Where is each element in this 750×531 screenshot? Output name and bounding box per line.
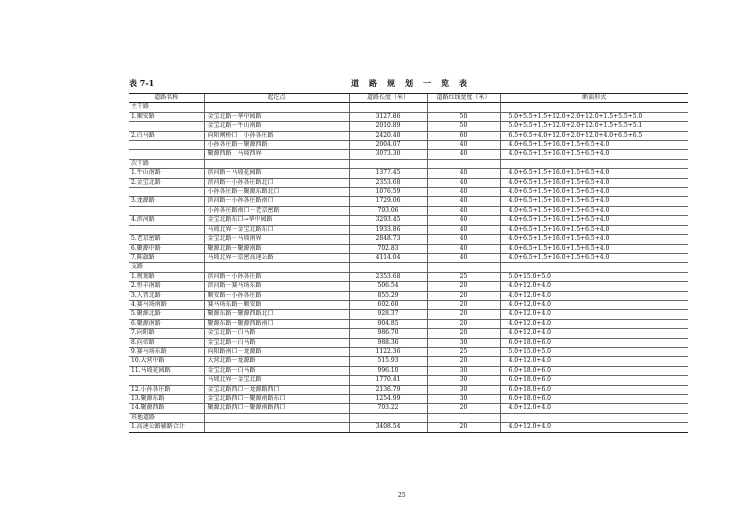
road-name-cell xyxy=(129,376,204,385)
section-form-cell: 5.0+15.0+5.0 xyxy=(500,347,688,356)
road-name-cell: 6.聚源南路 xyxy=(129,319,204,328)
section-heading: 主干路 xyxy=(129,103,204,112)
table-row xyxy=(129,197,688,206)
road-name-cell: 2.恒丰南路 xyxy=(129,282,204,291)
length-cell: 3408.54 xyxy=(349,423,427,432)
section-form-cell: 4.0+12.0+4.0 xyxy=(500,282,688,291)
table-row xyxy=(129,395,688,404)
section-form-cell: 6.0+18.0+6.0 xyxy=(500,385,688,394)
table-row xyxy=(129,291,688,300)
width-cell: 40 xyxy=(427,235,500,244)
table-row xyxy=(129,423,688,432)
table-row xyxy=(129,169,688,178)
length-cell: 1122.36 xyxy=(349,347,427,356)
length-cell: 1254.99 xyxy=(349,395,427,404)
width-cell: 30 xyxy=(427,395,500,404)
route-cell: 向阳闸桥口 小孙各庄路 xyxy=(204,131,349,140)
route-cell: 金宝北路东口→华中园路 xyxy=(204,216,349,225)
table-row xyxy=(129,216,688,225)
length-cell: 793.06 xyxy=(349,206,427,215)
section-form-cell: 4.0+12.0+4.0 xyxy=(500,404,688,413)
road-name-cell xyxy=(129,122,204,131)
section-form-cell: 6.5+6.5+4.0+12.0+2.0+12.0+4.0+6.5+6.5 xyxy=(500,131,688,140)
road-name-cell: 7.陈旗路 xyxy=(129,253,204,262)
table-row xyxy=(129,272,688,281)
road-name-cell: 2.金宝北路 xyxy=(129,178,204,187)
width-cell: 40 xyxy=(427,150,500,159)
table-row xyxy=(129,244,688,253)
empty-cell xyxy=(427,159,500,168)
width-cell: 20 xyxy=(427,357,500,366)
length-cell: 1729.06 xyxy=(349,197,427,206)
route-cell: 聚源西路 马坡西界 xyxy=(204,150,349,159)
width-cell: 30 xyxy=(427,338,500,347)
width-cell: 20 xyxy=(427,423,500,432)
table-header xyxy=(129,78,687,92)
empty-cell xyxy=(204,263,349,272)
section-form-cell: 6.0+18.0+6.0 xyxy=(500,395,688,404)
length-cell: 904.85 xyxy=(349,319,427,328)
route-cell: 金宝北路西口－龙源路西口 xyxy=(204,385,349,394)
route-cell: 聚源北路－聚源南路 xyxy=(204,244,349,253)
length-cell: 2004.07 xyxy=(349,141,427,150)
section-form-cell: 4.0+12.0+4.0 xyxy=(500,300,688,309)
width-cell: 25 xyxy=(427,347,500,356)
table-row xyxy=(129,366,688,375)
section-row xyxy=(129,103,688,112)
width-cell: 20 xyxy=(427,291,500,300)
length-cell: 702.83 xyxy=(349,244,427,253)
route-cell: 小孙各庄路－聚源西路 xyxy=(204,141,349,150)
length-cell: 1076.59 xyxy=(349,188,427,197)
length-cell: 996.10 xyxy=(349,366,427,375)
route-cell: 马坡北界－京密高速公路 xyxy=(204,253,349,262)
width-cell: 40 xyxy=(427,197,500,206)
empty-cell xyxy=(349,159,427,168)
width-cell: 60 xyxy=(427,131,500,140)
table-row xyxy=(129,357,688,366)
section-form-cell: 4.0+12.0+4.0 xyxy=(500,291,688,300)
road-name-cell xyxy=(129,150,204,159)
route-cell: 小孙各庄路南口－老京密路 xyxy=(204,206,349,215)
section-form-cell: 4.0+12.0+4.0 xyxy=(500,357,688,366)
table-header-row xyxy=(129,94,688,103)
section-row xyxy=(129,263,688,272)
column-header-section: 断面形式 xyxy=(500,94,688,103)
section-form-cell: 4.0+6.5+1.5+16.0+1.5+6.5+4.0 xyxy=(500,178,688,187)
section-form-cell: 4.0+6.5+1.5+16.0+1.5+6.5+4.0 xyxy=(500,235,688,244)
table-body xyxy=(129,103,688,432)
width-cell: 25 xyxy=(427,272,500,281)
width-cell: 20 xyxy=(427,282,500,291)
road-name-cell xyxy=(129,206,204,215)
table-row xyxy=(129,385,688,394)
length-cell: 2136.79 xyxy=(349,385,427,394)
length-cell: 928.37 xyxy=(349,310,427,319)
empty-cell xyxy=(500,263,688,272)
route-cell: 聚源北路西口－聚源南路西口 xyxy=(204,404,349,413)
empty-cell xyxy=(427,103,500,112)
width-cell: 20 xyxy=(427,319,500,328)
route-cell: 马坡北界－金宝北路东口 xyxy=(204,225,349,234)
width-cell: 40 xyxy=(427,178,500,187)
table-row xyxy=(129,300,688,309)
table-row xyxy=(129,338,688,347)
section-form-cell: 4.0+6.5+1.5+16.0+1.5+6.5+4.0 xyxy=(500,150,688,159)
length-cell: 3127.86 xyxy=(349,112,427,121)
route-cell: 马坡北界－金宝北路 xyxy=(204,376,349,385)
table-row xyxy=(129,141,688,150)
section-form-cell: 4.0+6.5+1.5+16.0+1.5+6.5+4.0 xyxy=(500,197,688,206)
route-cell: 金宝北路－白马路 xyxy=(204,338,349,347)
road-name-cell xyxy=(129,188,204,197)
table-row xyxy=(129,131,688,140)
length-cell: 1933.86 xyxy=(349,225,427,234)
section-form-cell: 4.0+6.5+1.5+16.0+1.5+6.5+4.0 xyxy=(500,225,688,234)
road-name-cell: 4.赛马场南路 xyxy=(129,300,204,309)
length-cell: 4114.04 xyxy=(349,253,427,262)
empty-cell xyxy=(500,159,688,168)
table-row xyxy=(129,347,688,356)
empty-cell xyxy=(349,103,427,112)
width-cell: 20 xyxy=(427,310,500,319)
width-cell: 30 xyxy=(427,376,500,385)
route-cell: 大营北路－龙源路 xyxy=(204,357,349,366)
length-cell: 602.60 xyxy=(349,300,427,309)
section-form-cell: 4.0+12.0+4.0 xyxy=(500,329,688,338)
route-cell: 金宝北路－白马路 xyxy=(204,329,349,338)
column-header-length: 道路长度（米） xyxy=(349,94,427,103)
width-cell: 20 xyxy=(427,404,500,413)
document-title: 道路规划一览表 xyxy=(351,78,477,88)
road-name-cell: 1.高速公路辅路合计 xyxy=(129,423,204,432)
section-form-cell: 4.0+6.5+1.5+16.0+1.5+6.5+4.0 xyxy=(500,216,688,225)
road-name-cell: 3.龙源路 xyxy=(129,197,204,206)
width-cell: 40 xyxy=(427,188,500,197)
width-cell: 50 xyxy=(427,122,500,131)
table-row xyxy=(129,376,688,385)
length-cell: 515.93 xyxy=(349,357,427,366)
empty-cell xyxy=(500,413,688,422)
table-row xyxy=(129,112,688,121)
route-cell: 滨河路－赛马场东路 xyxy=(204,282,349,291)
empty-cell xyxy=(349,413,427,422)
empty-cell xyxy=(349,263,427,272)
width-cell: 40 xyxy=(427,225,500,234)
column-header-width: 道路红线宽度（米） xyxy=(427,94,500,103)
section-row xyxy=(129,159,688,168)
table-label: 表 7-1 xyxy=(129,78,155,88)
section-form-cell: 4.0+12.0+4.0 xyxy=(500,310,688,319)
route-cell: 顺安路－小孙各庄路 xyxy=(204,291,349,300)
route-cell: 向阳路南口－龙源路 xyxy=(204,347,349,356)
length-cell: 2420.48 xyxy=(349,131,427,140)
route-cell: 金宝北路－白马路 xyxy=(204,366,349,375)
length-cell: 986.70 xyxy=(349,329,427,338)
width-cell: 30 xyxy=(427,366,500,375)
length-cell: 3073.30 xyxy=(349,150,427,159)
table-row xyxy=(129,404,688,413)
road-name-cell: 1.规划路 xyxy=(129,272,204,281)
table-row xyxy=(129,282,688,291)
route-cell: 滨河路－小孙各庄路南口 xyxy=(204,197,349,206)
road-name-cell: 5.老京密路 xyxy=(129,235,204,244)
section-heading: 其他道路 xyxy=(129,413,204,422)
width-cell: 50 xyxy=(427,112,500,121)
width-cell: 40 xyxy=(427,141,500,150)
road-name-cell: 10.大营中路 xyxy=(129,357,204,366)
length-cell: 2353.68 xyxy=(349,178,427,187)
road-name-cell: 2.白马路 xyxy=(129,131,204,140)
road-name-cell: 6.聚源中路 xyxy=(129,244,204,253)
route-cell: 金宝北路西口－聚源南路东口 xyxy=(204,395,349,404)
route-cell: 聚源东路－聚源西路南口 xyxy=(204,319,349,328)
table-row xyxy=(129,178,688,187)
section-form-cell: 6.0+18.0+6.0 xyxy=(500,338,688,347)
width-cell: 40 xyxy=(427,206,500,215)
table-row xyxy=(129,319,688,328)
route-cell: 聚源东路－聚源西路北口 xyxy=(204,310,349,319)
table-row xyxy=(129,329,688,338)
length-cell: 703.22 xyxy=(349,404,427,413)
length-cell: 3293.45 xyxy=(349,216,427,225)
route-cell: 滨河路－小孙各庄路北口 xyxy=(204,178,349,187)
width-cell: 40 xyxy=(427,169,500,178)
route-cell: 小孙各庄路－聚源东路北口 xyxy=(204,188,349,197)
empty-cell xyxy=(204,413,349,422)
width-cell: 40 xyxy=(427,253,500,262)
route-cell: 金宝北路－马坡南界 xyxy=(204,235,349,244)
route-cell: 金宝北路－华中园路 xyxy=(204,112,349,121)
road-name-cell: 12.小孙各庄路 xyxy=(129,385,204,394)
section-heading: 次干路 xyxy=(129,159,204,168)
section-form-cell: 6.0+18.0+6.0 xyxy=(500,376,688,385)
road-name-cell: 5.聚源北路 xyxy=(129,310,204,319)
road-name-cell: 3.人晋北路 xyxy=(129,291,204,300)
road-name-cell: 9.赛马场东路 xyxy=(129,347,204,356)
width-cell: 40 xyxy=(427,216,500,225)
section-form-cell: 4.0+6.5+1.5+16.0+1.5+6.5+4.0 xyxy=(500,141,688,150)
road-name-cell: 8.向帝路 xyxy=(129,338,204,347)
section-form-cell: 5.0+5.5+1.5+12.0+2.0+12.0+1.5+5.5+5.0 xyxy=(500,112,688,121)
section-form-cell: 5.0+5.5+1.5+12.0+2.0+12.0+1.5+5.5+5.1 xyxy=(500,122,688,131)
section-form-cell: 4.0+6.5+1.5+16.0+1.5+6.5+4.0 xyxy=(500,244,688,253)
road-name-cell xyxy=(129,141,204,150)
road-name-cell xyxy=(129,225,204,234)
road-name-cell: 11.马坡花园路 xyxy=(129,366,204,375)
width-cell: 40 xyxy=(427,244,500,253)
road-name-cell: 1.牛山南路 xyxy=(129,169,204,178)
road-planning-table xyxy=(129,93,688,433)
section-form-cell: 6.0+18.0+6.0 xyxy=(500,366,688,375)
width-cell: 20 xyxy=(427,329,500,338)
empty-cell xyxy=(204,103,349,112)
length-cell: 1770.41 xyxy=(349,376,427,385)
width-cell: 20 xyxy=(427,300,500,309)
route-cell xyxy=(204,423,349,432)
length-cell: 2010.89 xyxy=(349,122,427,131)
column-header-route: 起讫点 xyxy=(204,94,349,103)
section-form-cell: 4.0+12.0+4.0 xyxy=(500,423,688,432)
table-row xyxy=(129,188,688,197)
empty-cell xyxy=(500,103,688,112)
empty-cell xyxy=(427,263,500,272)
road-name-cell: 13.聚源东路 xyxy=(129,395,204,404)
section-form-cell: 4.0+6.5+1.5+16.0+1.5+6.5+4.0 xyxy=(500,169,688,178)
route-cell: 滨河路－小孙各庄路 xyxy=(204,272,349,281)
section-heading: 支路 xyxy=(129,263,204,272)
table-row xyxy=(129,253,688,262)
column-header-road-name: 道路名称 xyxy=(129,94,204,103)
empty-cell xyxy=(204,159,349,168)
road-name-cell: 7.向阳路 xyxy=(129,329,204,338)
section-form-cell: 5.0+15.0+5.0 xyxy=(500,272,688,281)
page-number: 25 xyxy=(398,492,406,499)
route-cell: 金宝北路－牛山南路 xyxy=(204,122,349,131)
table-row xyxy=(129,235,688,244)
section-form-cell: 4.0+6.5+1.5+16.0+1.5+6.5+4.0 xyxy=(500,188,688,197)
section-form-cell: 4.0+6.5+1.5+16.0+1.5+6.5+4.0 xyxy=(500,206,688,215)
road-name-cell: 4.滨河路 xyxy=(129,216,204,225)
empty-cell xyxy=(427,413,500,422)
length-cell: 506.54 xyxy=(349,282,427,291)
table-row xyxy=(129,122,688,131)
length-cell: 988.36 xyxy=(349,338,427,347)
table-row xyxy=(129,225,688,234)
width-cell: 30 xyxy=(427,385,500,394)
length-cell: 2848.73 xyxy=(349,235,427,244)
section-row xyxy=(129,413,688,422)
length-cell: 855.29 xyxy=(349,291,427,300)
route-cell: 滨河路－马坡花园路 xyxy=(204,169,349,178)
road-name-cell: 14.聚源西路 xyxy=(129,404,204,413)
section-form-cell: 4.0+6.5+1.5+16.0+1.5+6.5+4.0 xyxy=(500,253,688,262)
road-name-cell: 1.顺安路 xyxy=(129,112,204,121)
table-row xyxy=(129,150,688,159)
length-cell: 1377.45 xyxy=(349,169,427,178)
route-cell: 赛马场东路－顺安路 xyxy=(204,300,349,309)
section-form-cell: 4.0+12.0+4.0 xyxy=(500,319,688,328)
table-row xyxy=(129,310,688,319)
length-cell: 2353.68 xyxy=(349,272,427,281)
table-row xyxy=(129,206,688,215)
